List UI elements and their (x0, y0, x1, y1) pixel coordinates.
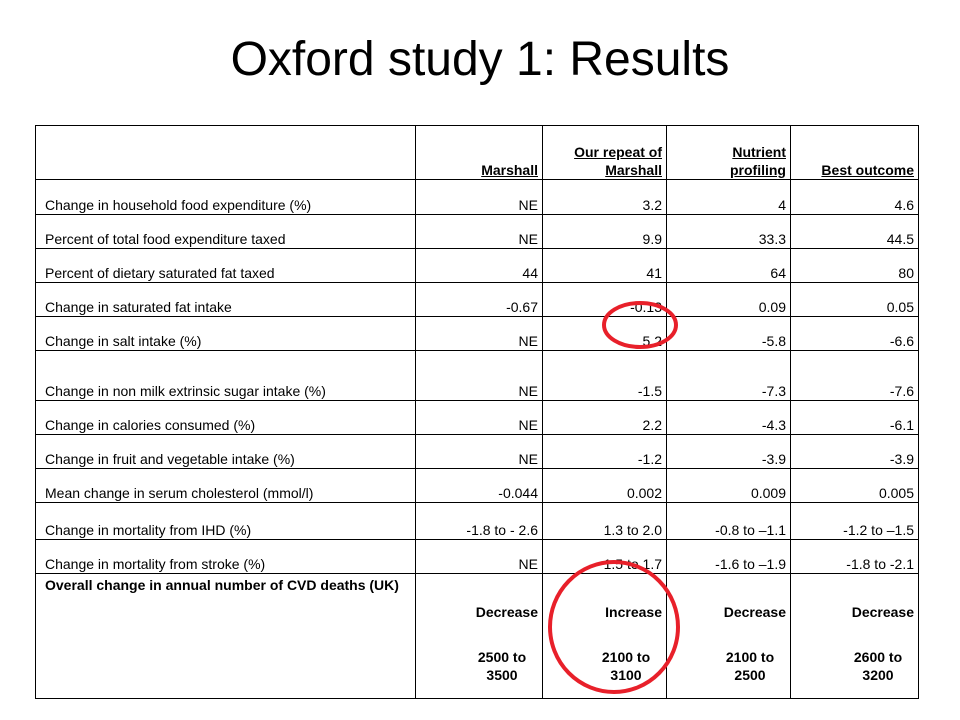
row-label (36, 351, 416, 401)
cell-nutrient: 0.009 (667, 469, 791, 503)
range-text: 2100 to 2500 (725, 649, 775, 683)
table-row (36, 283, 919, 317)
cell-best: -7.6 (791, 351, 919, 401)
cell-marshall (416, 574, 543, 699)
table-row (36, 215, 919, 249)
direction-text: Decrease (475, 604, 538, 620)
direction-text: Decrease (723, 604, 786, 620)
header-marshall: Marshall (416, 126, 543, 180)
row-label: Mean change in serum cholesterol (mmol/l) (36, 469, 416, 503)
cell-repeat: 0.002 (543, 469, 667, 503)
cell-best (791, 574, 919, 699)
row-label: Change in fruit and vegetable intake (%) (36, 435, 416, 469)
row-label-text: Overall change in annual number of CVD deaths (UK) (45, 577, 399, 593)
cell-nutrient: -7.3 (667, 351, 791, 401)
cell-nutrient: -5.8 (667, 317, 791, 351)
cell-repeat: -0.13 (543, 283, 667, 317)
cell-nutrient: 33.3 (667, 215, 791, 249)
header-best-outcome: Best outcome (791, 126, 919, 180)
cell-best: -6.1 (791, 401, 919, 435)
table-row (36, 540, 919, 574)
cell-marshall: NE (416, 401, 543, 435)
cell-nutrient: 4 (667, 180, 791, 215)
cell-marshall: NE (416, 215, 543, 249)
cell-best: -3.9 (791, 435, 919, 469)
table-row (36, 180, 919, 215)
table-row-cvd-deaths (36, 574, 919, 699)
cell-best: 0.005 (791, 469, 919, 503)
row-label: Percent of total food expenditure taxed (36, 215, 416, 249)
cell-repeat: 3.2 (543, 180, 667, 215)
cell-best: 80 (791, 249, 919, 283)
cell-best: -6.6 (791, 317, 919, 351)
cell-nutrient: -1.6 to –1.9 (667, 540, 791, 574)
cell-marshall: NE (416, 180, 543, 215)
header-empty-cell (36, 126, 416, 180)
cell-nutrient: -3.9 (667, 435, 791, 469)
cell-marshall: NE (416, 317, 543, 351)
cell-repeat: 9.9 (543, 215, 667, 249)
cell-best: 4.6 (791, 180, 919, 215)
table-row (36, 401, 919, 435)
cell-repeat (543, 574, 667, 699)
row-label: Change in household food expenditure (%) (36, 180, 416, 215)
table-row (36, 469, 919, 503)
table-row (36, 435, 919, 469)
range-text: 2100 to 3100 (601, 649, 651, 683)
row-label: Change in mortality from stroke (%) (36, 540, 416, 574)
cell-repeat: -1.2 (543, 435, 667, 469)
cell-marshall: -1.8 to - 2.6 (416, 503, 543, 540)
header-row (36, 126, 919, 180)
cell-marshall: 44 (416, 249, 543, 283)
row-label (36, 574, 416, 699)
cell-nutrient: -4.3 (667, 401, 791, 435)
row-label-text: Change in non milk extrinsic sugar intake (%) (45, 383, 326, 399)
cell-repeat: 1.5 to 1.7 (543, 540, 667, 574)
row-label: Change in mortality from IHD (%) (36, 503, 416, 540)
cell-repeat: 2.2 (543, 401, 667, 435)
cell-nutrient: 0.09 (667, 283, 791, 317)
cell-repeat: 41 (543, 249, 667, 283)
cell-marshall: -0.044 (416, 469, 543, 503)
cell-repeat: 5.2 (543, 317, 667, 351)
range-text: 2600 to 3200 (853, 649, 903, 683)
cell-nutrient (667, 574, 791, 699)
cell-marshall: -0.67 (416, 283, 543, 317)
header-repeat-marshall: Our repeat of Marshall (543, 126, 667, 180)
cell-best: -1.2 to –1.5 (791, 503, 919, 540)
cell-best: -1.8 to -2.1 (791, 540, 919, 574)
cell-marshall: NE (416, 435, 543, 469)
table-row (36, 503, 919, 540)
results-table (35, 125, 919, 699)
table-row (36, 351, 919, 401)
slide-title: Oxford study 1: Results (230, 33, 730, 86)
cell-marshall: NE (416, 351, 543, 401)
direction-text: Increase (605, 604, 662, 620)
range-text: 2500 to 3500 (477, 649, 527, 683)
row-label: Change in salt intake (%) (36, 317, 416, 351)
cell-repeat: -1.5 (543, 351, 667, 401)
cell-nutrient: 64 (667, 249, 791, 283)
cell-best: 0.05 (791, 283, 919, 317)
table-row (36, 249, 919, 283)
row-label: Percent of dietary saturated fat taxed (36, 249, 416, 283)
cell-marshall: NE (416, 540, 543, 574)
table-row (36, 317, 919, 351)
cell-repeat: 1.3 to 2.0 (543, 503, 667, 540)
cell-nutrient: -0.8 to –1.1 (667, 503, 791, 540)
cell-best: 44.5 (791, 215, 919, 249)
row-label: Change in saturated fat intake (36, 283, 416, 317)
row-label: Change in calories consumed (%) (36, 401, 416, 435)
header-nutrient-profiling: Nutrient profiling (667, 126, 791, 180)
direction-text: Decrease (851, 604, 914, 620)
